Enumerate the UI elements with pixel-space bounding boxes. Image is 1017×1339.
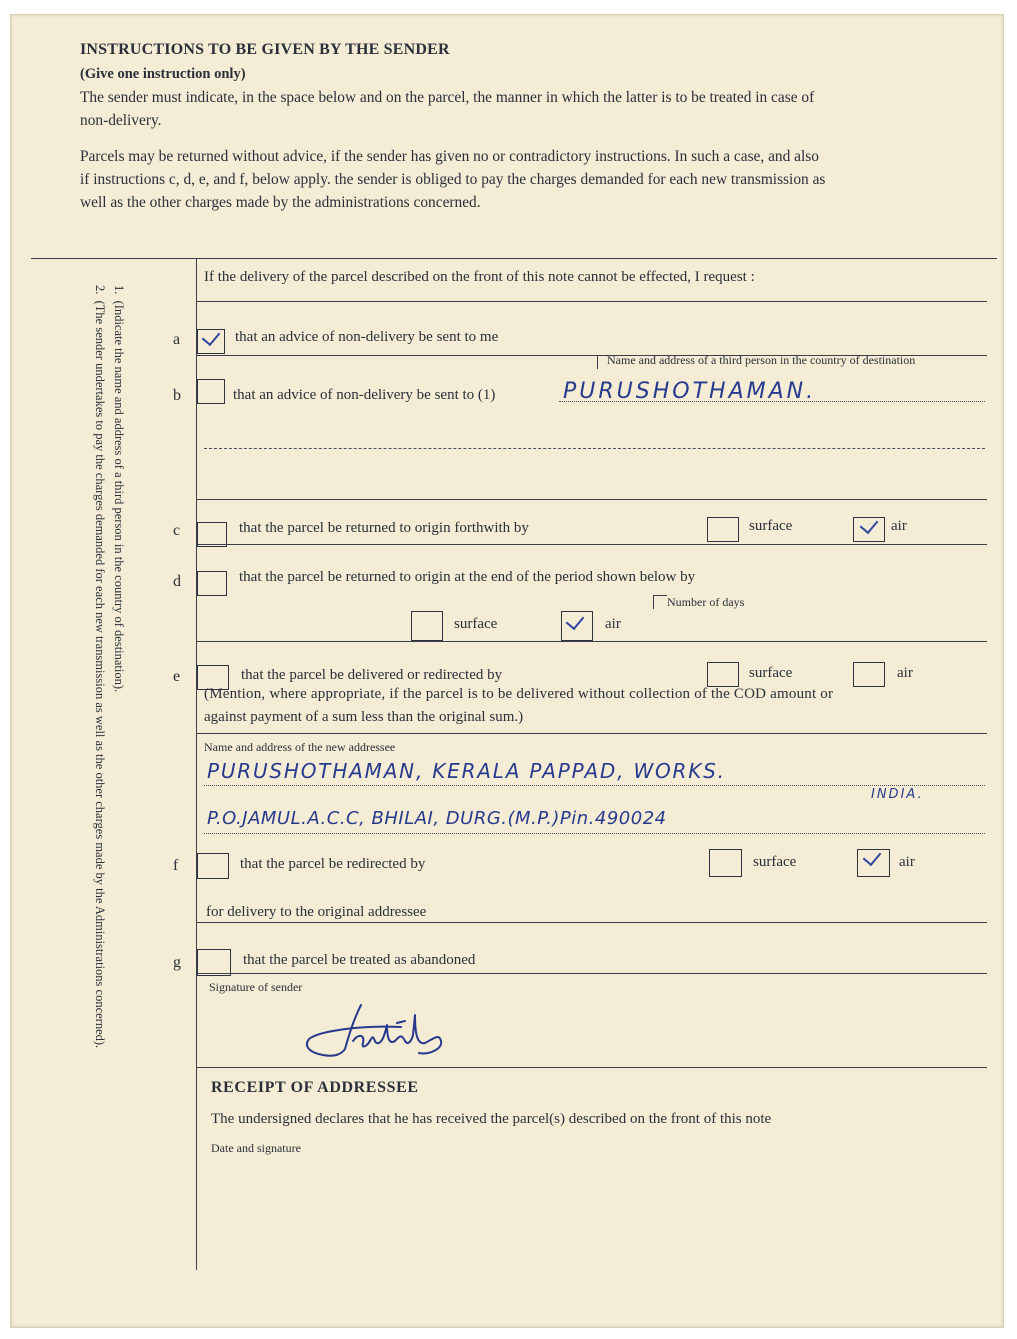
option-f-text: that the parcel be redirected by [240,856,426,872]
rule-b [196,499,987,500]
instruction-para1-line1: The sender must indicate, in the space below and on the parcel, the manner in which the latter is to be treated in case of [80,89,815,106]
dispatch-note-back [10,14,1004,1328]
option-a-text: that an advice of non-delivery be sent to me [235,329,499,345]
instruction-para2-line3: well as the other charges made by the administrations concerned. [80,194,481,211]
fill-line-e2 [204,833,985,834]
receipt-text: The undersigned declares that he has received the parcel(s) described on the front of this note [211,1111,772,1127]
option-g-text: that the parcel be treated as abandoned [243,952,476,968]
form-subtitle: (Give one instruction only) [80,66,246,82]
handwritten-addressee-line2: P.O.JAMUL.A.C.C, BHILAI, DURG.(M.P.)Pin.490024 [207,808,667,829]
option-e-text: that the parcel be delivered or redirected by [241,667,503,683]
instruction-para2-line2: if instructions c, d, e, and f, below apply. the sender is obliged to pay the charges demanded for each new transmission as [80,171,826,188]
option-b-letter: b [173,387,181,404]
option-d-letter: d [173,573,181,590]
option-c-surface-checkbox[interactable] [707,517,739,542]
receipt-title: RECEIPT OF ADDRESSEE [211,1079,419,1096]
option-c-text: that the parcel be returned to origin forthwith by [239,520,529,536]
rule-g [196,973,987,974]
option-e-air-checkbox[interactable] [853,662,885,687]
option-d-air-label: air [605,616,621,632]
option-f-surface-checkbox[interactable] [709,849,742,877]
option-e-note-line1: (Mention, where appropriate, if the parcel is to be delivered without collection of the COD amount or [204,686,834,702]
option-f-surface-label: surface [753,854,797,870]
side-note-2: 2. (The sender undertakes to pay the charges demanded for each new transmission as well as the other charges made by the Administrations concerned). [93,285,107,1049]
option-d-surface-checkbox[interactable] [411,611,443,641]
rule-intro [196,301,987,302]
left-column-rule [196,258,197,1270]
option-f-subtext: for delivery to the original addressee [206,904,427,920]
option-g-checkbox[interactable] [197,949,231,976]
fill-line-b1 [559,401,985,402]
option-d-checkbox[interactable] [197,571,227,596]
option-c-surface-label: surface [749,518,793,534]
signature-caption: Signature of sender [209,980,303,994]
instruction-para1-line2: non-delivery. [80,112,162,129]
sender-signature [301,1003,461,1063]
rule-f [196,922,987,923]
option-f-checkbox[interactable] [197,853,229,879]
option-g-letter: g [173,954,181,971]
form-title: INSTRUCTIONS TO BE GIVEN BY THE SENDER [80,41,450,58]
rule-c [196,544,987,545]
option-c-letter: c [173,522,181,539]
option-c-air-label: air [891,518,907,534]
option-e-air-label: air [897,665,913,681]
instruction-para2-line1: Parcels may be returned without advice, if the sender has given no or contradictory instructions. In such a case, and also [80,148,819,165]
option-b-checkbox[interactable] [197,379,225,404]
handwritten-addressee-line1: PURUSHOTHAMAN, KERALA PAPPAD, WORKS. [207,759,726,783]
rule-d [196,641,987,642]
days-bracket [653,595,654,609]
option-f-letter: f [173,857,179,874]
handwritten-third-person: PURUSHOTHAMAN. [563,379,817,404]
option-e-letter: e [173,668,181,685]
option-e-surface-checkbox[interactable] [707,662,739,687]
handwritten-india: INDIA. [871,787,924,802]
side-note-1: 1. (Indicate the name and address of a third person in the country of destination). [112,285,126,693]
option-e-surface-label: surface [749,665,793,681]
option-d-text: that the parcel be returned to origin at the end of the period shown below by [239,569,696,585]
days-bracket-top [653,595,667,596]
rule-e [196,733,987,734]
request-intro: If the delivery of the parcel described on the front of this note cannot be effected, I request : [204,269,755,285]
option-f-air-label: air [899,854,915,870]
date-signature-caption: Date and signature [211,1141,301,1155]
rule-signature [196,1067,987,1068]
option-d-surface-label: surface [454,616,498,632]
new-addressee-caption: Name and address of the new addressee [204,740,396,754]
option-e-note-line2: against payment of a sum less than the original sum.) [204,709,524,725]
option-b-text: that an advice of non-delivery be sent to (1) [233,387,496,403]
fill-line-b2 [204,448,985,449]
caption-bracket [597,355,598,369]
third-person-caption: Name and address of a third person in the country of destination [607,353,916,367]
option-a-letter: a [173,331,181,348]
number-of-days-caption: Number of days [667,595,745,609]
top-rule [31,258,997,259]
fill-line-e1 [204,785,985,786]
